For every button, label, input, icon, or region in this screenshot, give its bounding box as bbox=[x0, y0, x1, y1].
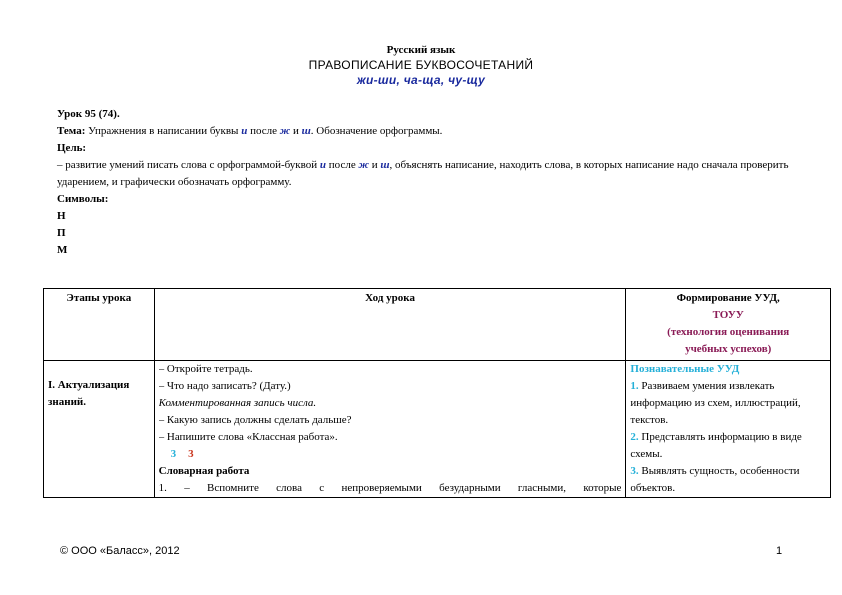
goal-label: Цель: bbox=[57, 142, 87, 154]
lesson-theme bbox=[57, 123, 792, 140]
letter-combinations: жи-ши, ча-ща, чу-щу bbox=[356, 73, 486, 87]
header-uud-toyy: ТОУУ bbox=[712, 309, 744, 321]
lesson-number: Урок 95 (74). bbox=[57, 108, 120, 120]
header-uud bbox=[626, 289, 831, 361]
uud-item-number: 2. bbox=[630, 431, 639, 443]
document-header bbox=[0, 44, 842, 88]
uud-item bbox=[630, 463, 826, 497]
course-line: – Что надо записать? (Дату.) bbox=[158, 380, 291, 392]
theme-text: и bbox=[290, 125, 302, 137]
course-cell bbox=[154, 361, 626, 498]
header-uud-tech: (технология оценивания bbox=[667, 326, 790, 338]
symbol-item: Н bbox=[57, 210, 66, 222]
uud-item-number: 3. bbox=[630, 465, 639, 477]
theme-text: . Обозначение орфограммы. bbox=[310, 125, 443, 137]
header-stage: Этапы урока bbox=[44, 289, 155, 361]
goal-text-part: , объяснять написание, находить слова, в которых написание надо сначала проверить ударением, и графически обозначать орфограмму. bbox=[57, 159, 789, 188]
course-line: – Какую запись должны сделать дальше? bbox=[158, 414, 352, 426]
topic-title: ПРАВОПИСАНИЕ БУКВОСОЧЕТАНИЙ bbox=[308, 58, 534, 72]
uud-item-number: 1. bbox=[630, 380, 639, 392]
theme-label: Тема: bbox=[57, 125, 86, 137]
theme-text: после bbox=[247, 125, 280, 137]
symbol-item: М bbox=[57, 244, 68, 256]
goal-letter-sh: ш bbox=[380, 159, 390, 171]
header-uud-tech: учебных успехов) bbox=[685, 343, 772, 355]
stage-title: знаний. bbox=[48, 396, 87, 408]
symbol-item: П bbox=[57, 227, 66, 239]
uud-cell bbox=[626, 361, 831, 498]
table-header-row bbox=[44, 289, 831, 361]
goal-text-part: – развитие умений писать слова с орфограммой-буквой bbox=[57, 159, 320, 171]
goal-letter-zh: ж bbox=[358, 159, 369, 171]
stage-cell bbox=[44, 361, 155, 498]
table-row bbox=[44, 361, 831, 498]
lesson-table bbox=[43, 288, 831, 498]
uud-item-text: Выявлять сущность, особенности объектов. bbox=[630, 465, 800, 494]
uud-item-text: Представлять информацию в виде схемы. bbox=[630, 431, 802, 460]
theme-text: Упражнения в написании буквы bbox=[85, 125, 242, 137]
stage-title: I. Актуализация bbox=[48, 379, 130, 391]
course-line: Комментированная запись числа. bbox=[158, 397, 317, 409]
uud-item bbox=[630, 429, 826, 463]
uud-item bbox=[630, 378, 826, 429]
goal-text-part: и bbox=[368, 159, 381, 171]
uud-item-text: Развиваем умения извлекать информацию из схем, иллюстраций, текстов. bbox=[630, 380, 801, 426]
course-line: 1. – Вспомните слова с непроверяемыми безударными гласными, которые bbox=[158, 482, 622, 494]
uud-heading: Познавательные УУД bbox=[630, 363, 740, 375]
goal-text bbox=[57, 157, 792, 191]
page-number: 1 bbox=[776, 545, 783, 557]
lesson-info bbox=[57, 106, 792, 259]
number-cyan: 3 bbox=[170, 448, 177, 460]
theme-letter-zh: ж bbox=[279, 125, 291, 137]
goal-text-part: после bbox=[326, 159, 359, 171]
header-uud-title: Формирование УУД, bbox=[676, 292, 780, 304]
footer-copyright: © ООО «Баласс», 2012 bbox=[60, 545, 180, 557]
vocab-heading: Словарная работа bbox=[158, 465, 250, 477]
header-course: Ход урока bbox=[154, 289, 626, 361]
goal-letter-i: и bbox=[319, 159, 327, 171]
course-line: – Напишите слова «Классная работа». bbox=[158, 431, 338, 443]
symbols-label: Символы: bbox=[57, 193, 109, 205]
theme-letter-sh: ш bbox=[301, 125, 311, 137]
subject-title: Русский язык bbox=[386, 44, 456, 56]
course-line: – Откройте тетрадь. bbox=[158, 363, 253, 375]
theme-letter-i: и bbox=[241, 125, 248, 137]
number-red: 3 bbox=[188, 448, 194, 460]
symbol-numbers bbox=[159, 446, 622, 463]
